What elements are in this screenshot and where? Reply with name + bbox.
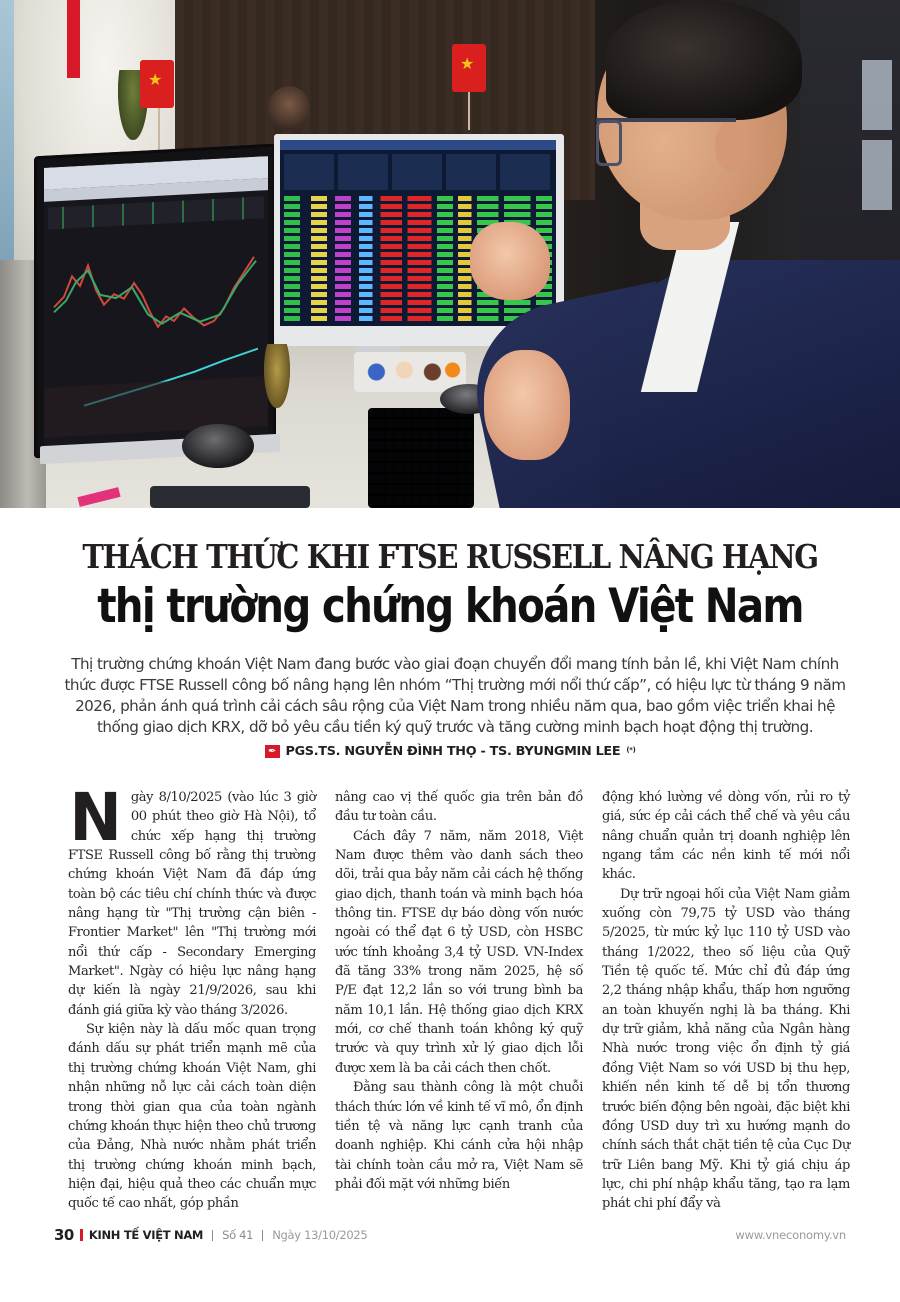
candlestick-chart-icon [44, 226, 268, 438]
man-hair [606, 0, 802, 120]
title-kicker: THÁCH THỨC KHI FTSE RUSSELL NÂNG HẠNG [82, 537, 818, 576]
publication-name: KINH TẾ VIỆT NAM [88, 1228, 204, 1242]
issue-date: Ngày 13/10/2025 [272, 1228, 368, 1242]
paragraph: Dự trữ ngoại hối của Việt Nam giảm xuống còn 79,75 tỷ USD vào tháng 5/2025, từ mức kỷ lục 110 tỷ USD vào tháng 1/2022, theo số liệu của Quỹ Tiền tệ quốc tế. Mức chỉ đủ đáp ứng 2,2 tháng nhập khẩu, thấp hơn ngưỡng an toàn khuyến nghị là ba tháng. Khi dự trữ giảm, khả năng của Ngân hàng Nhà nước trong việc ổn định tỷ giá đồng Việt Nam so với USD bị thu hẹp, khiến nền kinh tế dễ bị tổn thương trước biến động bên ngoài, đặc biệt khi đồng USD duy trì xu hướng mạnh do chính sách thắt chặt tiền tệ của Cục Dự trữ Liên bang Mỹ. Khi tỷ giá chịu áp lực, chi phí nhập khẩu tăng, tạo ra lạm phát chi phí đẩy và [602, 886, 850, 1212]
title-headline: thị trường chứng khoán Việt Nam [97, 579, 803, 634]
paragraph: Cách đây 7 năm, năm 2018, Việt Nam được thêm vào danh sách theo dõi, trải qua bảy năm cải cách hệ thống giao dịch, thanh toán và minh bạch hóa thông tin. FTSE dự báo dòng vốn nước ngoài có thể đạt 6 tỷ USD, còn HSBC ước tính khoảng 3,4 tỷ USD. VN-Index đã tăng 33% trong năm 2025, hệ số P/E đạt 12,2 lần so với trung bình ba năm 10,1 lần. Hệ thống giao dịch KRX mới, cơ chế thanh toán không ký quỹ trước và quy trình xử lý giao dịch lỗi được xem là ba cải cách then chốt. [335, 828, 583, 1076]
paragraph: động khó lường về dòng vốn, rủi ro tỷ giá, sức ép cải cách thể chế và yêu cầu nâng chuẩn quản trị doanh nghiệp lên ngang tầm các nền kinh tế mới nổi khác. [602, 790, 850, 883]
glasses-lens [596, 120, 622, 166]
quote-row [48, 196, 264, 229]
paragraph: Sự kiện này là dấu mốc quan trọng đánh dấu sự phát triển mạnh mẽ của thị trường chứng khoán Việt Nam, ghi nhận những nỗ lực cải cách toàn diện trong thời gian qua của toàn ngành chứng khoán thực hiện theo chủ trương của Đảng, Nhà nước nhằm phát triển thị trường chứng khoán minh bạch, hiện đại, hiệu quả theo các chuẩn mực quốc tế cao nhất, góp phần [68, 1022, 316, 1212]
shelf-binder [862, 140, 892, 210]
price-board-header [280, 140, 556, 150]
keyboard [368, 408, 474, 508]
computer-mouse [182, 424, 254, 468]
section-accent-bar [67, 0, 80, 78]
background-person [268, 86, 310, 132]
red-divider [80, 1229, 83, 1241]
article-title [0, 536, 900, 638]
footer-left [54, 1226, 367, 1244]
byline-authors: PGS.TS. NGUYỄN ĐÌNH THỌ - TS. BYUNGMIN LEE [285, 744, 621, 759]
column-3 [602, 788, 850, 1212]
hero-photo [0, 0, 900, 508]
column-1 [68, 779, 316, 1212]
vietnam-flag-icon [452, 44, 486, 92]
raised-fist [470, 222, 550, 300]
issue-number: Số 41 [222, 1228, 254, 1242]
golden-statue [264, 344, 290, 408]
divider [262, 1230, 263, 1241]
page-footer [54, 1226, 846, 1244]
shelf-binder [862, 60, 892, 130]
website-link[interactable]: www.vneconomy.vn [735, 1228, 846, 1242]
drop-cap: N [69, 779, 122, 856]
monitor-screen [44, 156, 268, 446]
page-number: 30 [54, 1226, 74, 1244]
man-ear [715, 120, 749, 172]
raised-fist [484, 350, 570, 460]
monitor-candlestick-chart [34, 144, 276, 459]
column-2 [335, 788, 583, 1206]
article-body [68, 779, 850, 1212]
pen-icon: ✒ [265, 745, 280, 758]
paragraph: nâng cao vị thế quốc gia trên bản đồ đầu tư toàn cầu. [335, 790, 583, 825]
paragraph [68, 779, 316, 1020]
footnote-mark: (*) [626, 745, 636, 754]
figurine-tray [354, 352, 466, 392]
divider [212, 1230, 213, 1241]
vietnam-flag-icon [140, 60, 174, 108]
index-panels [284, 154, 552, 190]
paragraph: Đằng sau thành công là một chuỗi thách thức lớn về kinh tế vĩ mô, ổn định tiền tệ và năng lực cạnh tranh của doanh nghiệp. Khi cánh cửa hội nhập tài chính toàn cầu mở ra, Việt Nam sẽ phải đối mặt với những biến [335, 1080, 583, 1192]
paragraph-text: gày 8/10/2025 (vào lúc 3 giờ 00 phút theo giờ Hà Nội), tổ chức xếp hạng thị trường FTSE Russell công bố rằng thị trường chứng khoán Việt Nam đã đáp ứng toàn bộ các tiêu chí chính thức và được nâng hạng từ "Thị trường cận biên - Frontier Market" lên "Thị trường mới nổi thứ cấp - Secondary Emerging Market". Ngày có hiệu lực nâng hạng dự kiến là ngày 21/9/2026, sau khi đánh giá giữa kỳ vào tháng 3/2026. [68, 790, 316, 1018]
desk-phone [150, 486, 310, 508]
article-lead: Thị trường chứng khoán Việt Nam đang bước vào giai đoạn chuyển đổi mang tính bản lề, khi Việt Nam chính thức được FTSE Russell công bố nâng hạng lên nhóm “Thị trường mới nổi thứ cấp”, có hiệu lực từ tháng 9 năm 2026, phản ánh quá trình cải cách sâu rộng của Việt Nam trong nhiều năm qua, bao gồm việc triển khai hệ thống giao dịch KRX, dỡ bỏ yêu cầu tiền ký quỹ trước và tăng cường minh bạch hoạt động thị trường. [64, 655, 846, 736]
byline [0, 744, 900, 759]
